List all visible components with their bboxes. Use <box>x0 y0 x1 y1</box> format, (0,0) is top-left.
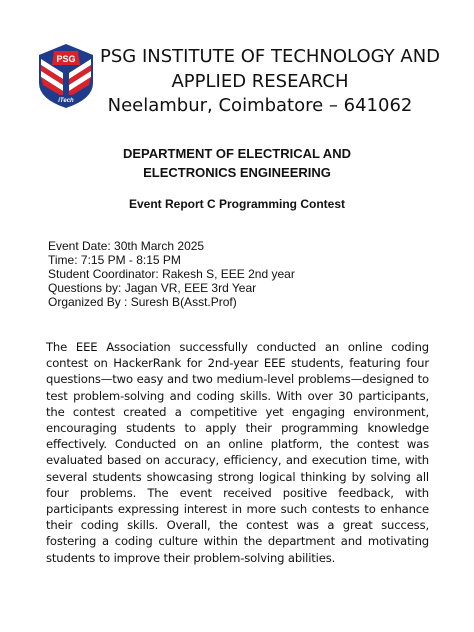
event-time: Time: 7:15 PM - 8:15 PM <box>48 253 181 267</box>
institute-address: Neelambur, Coimbatore – 641062 <box>107 95 413 116</box>
questions-by: Questions by: Jagan VR, EEE 3rd Year <box>48 281 257 295</box>
event-report-title: Event Report C Programming Contest <box>128 197 346 211</box>
student-coordinator: Student Coordinator: Rakesh S, EEE 2nd year <box>48 267 295 281</box>
department-heading <box>40 144 434 182</box>
logo-bottom-text: iTech <box>58 98 74 104</box>
institute-name-line2: APPLIED RESEARCH <box>171 70 349 92</box>
event-details <box>48 239 295 309</box>
department-line2: ELECTRONICS ENGINEERING <box>143 165 331 180</box>
logo-top-text: PSG <box>56 54 76 64</box>
report-body-paragraph: The EEE Association successfully conducted an online coding contest on HackerRank for 2nd-year EEE students, featuring four questions—two easy and two medium-level problems—designed to test problem-solving and coding skills. With over 30 participants, the contest created a competitive yet engaging environment, encouraging students to apply their programming knowledge effectively. Conducted on an online platform, the contest was evaluated based on accuracy, efficiency, and execution time, with several students showcasing strong logical thinking by solving all four problems. The event received positive feedback, with participants expressing interest in more such contests to enhance their coding skills. Overall, the contest was a great success, fostering a coding culture within the department and motivating students to improve their problem-solving abilities. <box>46 340 429 565</box>
psg-itech-shield-icon <box>37 43 95 109</box>
institute-logo <box>37 43 95 109</box>
department-line1: DEPARTMENT OF ELECTRICAL AND <box>123 146 351 161</box>
organized-by: Organized By : Suresh B(Asst.Prof) <box>48 295 237 309</box>
institute-name-line1: PSG INSTITUTE OF TECHNOLOGY AND <box>100 46 441 67</box>
institute-heading <box>100 45 441 119</box>
event-date: Event Date: 30th March 2025 <box>48 239 205 253</box>
